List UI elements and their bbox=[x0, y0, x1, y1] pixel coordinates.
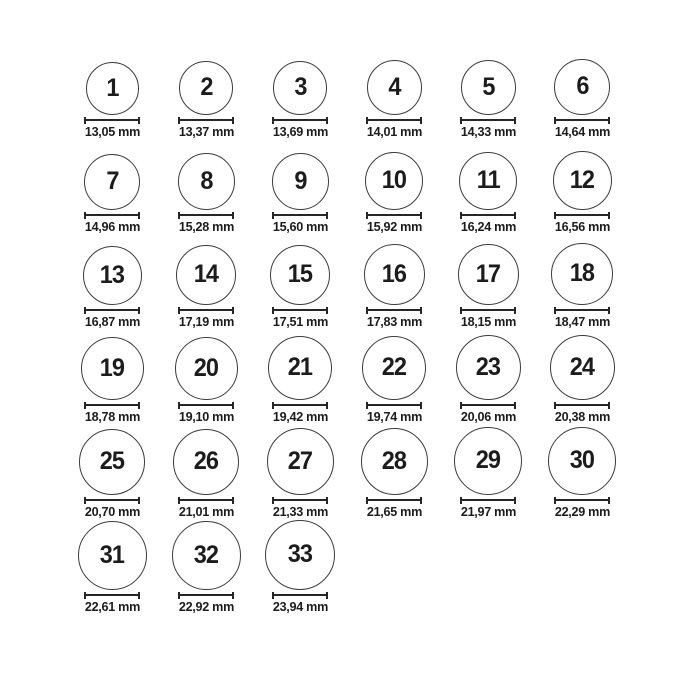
ring-size-number: 12 bbox=[569, 165, 595, 194]
ring-cell bbox=[159, 139, 253, 234]
diameter-measure-line bbox=[84, 307, 140, 314]
ring-circle bbox=[81, 337, 144, 400]
ring-circle bbox=[272, 153, 329, 210]
diameter-label: 13,69 mm bbox=[272, 123, 328, 139]
diameter-measure-line bbox=[272, 402, 328, 409]
ring-cell bbox=[347, 329, 441, 424]
diameter-label: 19,10 mm bbox=[178, 408, 234, 424]
diameter-label: 15,28 mm bbox=[178, 218, 234, 234]
diameter-measure-line bbox=[460, 307, 516, 314]
ring-size-number: 28 bbox=[381, 446, 407, 475]
ring-cell bbox=[535, 44, 629, 139]
ring-cell bbox=[253, 139, 347, 234]
diameter-measure-line bbox=[554, 117, 610, 124]
ring-size-number: 2 bbox=[199, 73, 213, 102]
ring-cell bbox=[65, 519, 159, 614]
ring-circle bbox=[173, 429, 239, 495]
ring-circle bbox=[554, 59, 610, 115]
ring-size-number: 5 bbox=[481, 72, 495, 101]
ring-cell bbox=[347, 139, 441, 234]
ring-cell bbox=[441, 424, 535, 519]
ring-circle bbox=[176, 245, 236, 305]
ring-circle bbox=[270, 245, 330, 305]
ring-size-number: 3 bbox=[293, 73, 307, 102]
ring-cell bbox=[253, 329, 347, 424]
ring-circle bbox=[361, 428, 428, 495]
diameter-measure-line bbox=[460, 497, 516, 504]
ring-cell bbox=[535, 139, 629, 234]
ring-circle bbox=[268, 336, 332, 400]
ring-circle bbox=[178, 153, 235, 210]
diameter-label: 14,64 mm bbox=[554, 123, 610, 139]
ring-cell bbox=[159, 44, 253, 139]
diameter-measure-line bbox=[84, 592, 140, 599]
ring-size-number: 20 bbox=[193, 353, 219, 382]
ring-size-number: 23 bbox=[475, 352, 501, 381]
ring-size-number: 8 bbox=[199, 166, 213, 195]
ring-circle bbox=[553, 151, 612, 210]
ring-circle bbox=[84, 154, 140, 210]
ring-cell bbox=[253, 424, 347, 519]
diameter-measure-line bbox=[272, 117, 328, 124]
diameter-label: 22,92 mm bbox=[178, 598, 234, 614]
diameter-measure-line bbox=[272, 497, 328, 504]
diameter-measure-line bbox=[178, 497, 234, 504]
ring-circle bbox=[365, 152, 423, 210]
ring-circle bbox=[364, 244, 425, 305]
ring-size-number: 18 bbox=[569, 259, 595, 288]
ring-circle bbox=[456, 335, 521, 400]
ring-size-number: 13 bbox=[99, 260, 125, 289]
ring-cell bbox=[253, 234, 347, 329]
ring-cell bbox=[159, 519, 253, 614]
ring-size-number: 10 bbox=[381, 166, 407, 195]
ring-circle bbox=[461, 60, 516, 115]
diameter-measure-line bbox=[84, 497, 140, 504]
diameter-measure-line bbox=[178, 212, 234, 219]
diameter-label: 18,47 mm bbox=[554, 313, 610, 329]
diameter-measure-line bbox=[178, 307, 234, 314]
diameter-label: 17,51 mm bbox=[272, 313, 328, 329]
diameter-measure-line bbox=[460, 402, 516, 409]
diameter-label: 19,42 mm bbox=[272, 408, 328, 424]
ring-size-number: 14 bbox=[193, 260, 219, 289]
diameter-label: 14,96 mm bbox=[84, 218, 140, 234]
diameter-measure-line bbox=[178, 117, 234, 124]
diameter-label: 19,74 mm bbox=[366, 408, 422, 424]
diameter-measure-line bbox=[178, 402, 234, 409]
ring-circle bbox=[362, 336, 426, 400]
diameter-measure-line bbox=[272, 212, 328, 219]
diameter-measure-line bbox=[366, 307, 422, 314]
ring-cell bbox=[159, 234, 253, 329]
ring-size-number: 6 bbox=[575, 72, 589, 101]
diameter-measure-line bbox=[84, 117, 140, 124]
ring-cell bbox=[347, 424, 441, 519]
ring-size-number: 1 bbox=[105, 73, 119, 102]
ring-size-number: 26 bbox=[193, 447, 219, 476]
ring-size-number: 27 bbox=[287, 446, 313, 475]
diameter-label: 20,38 mm bbox=[554, 408, 610, 424]
diameter-label: 14,01 mm bbox=[366, 123, 422, 139]
diameter-measure-line bbox=[272, 592, 328, 599]
ring-circle bbox=[78, 521, 147, 590]
diameter-label: 13,37 mm bbox=[178, 123, 234, 139]
ring-circle bbox=[179, 61, 233, 115]
diameter-label: 15,60 mm bbox=[272, 218, 328, 234]
diameter-label: 17,83 mm bbox=[366, 313, 422, 329]
diameter-label: 21,97 mm bbox=[460, 503, 516, 519]
ring-circle bbox=[367, 60, 422, 115]
ring-size-number: 16 bbox=[381, 259, 407, 288]
ring-circle bbox=[550, 335, 615, 400]
ring-cell bbox=[441, 44, 535, 139]
ring-size-number: 11 bbox=[476, 166, 500, 195]
ring-cell bbox=[441, 139, 535, 234]
diameter-measure-line bbox=[460, 212, 516, 219]
ring-circle bbox=[175, 337, 238, 400]
ring-cell bbox=[65, 139, 159, 234]
diameter-label: 22,29 mm bbox=[554, 503, 610, 519]
ring-size-number: 29 bbox=[475, 446, 501, 475]
diameter-label: 15,92 mm bbox=[366, 218, 422, 234]
ring-circle bbox=[458, 244, 519, 305]
diameter-measure-line bbox=[84, 212, 140, 219]
diameter-label: 18,15 mm bbox=[460, 313, 516, 329]
ring-cell bbox=[535, 234, 629, 329]
diameter-label: 18,78 mm bbox=[84, 408, 140, 424]
diameter-measure-line bbox=[554, 212, 610, 219]
diameter-measure-line bbox=[178, 592, 234, 599]
ring-circle bbox=[267, 428, 334, 495]
diameter-label: 23,94 mm bbox=[272, 598, 328, 614]
ring-circle bbox=[454, 427, 522, 495]
diameter-label: 20,06 mm bbox=[460, 408, 516, 424]
ring-circle bbox=[265, 520, 335, 590]
diameter-measure-line bbox=[554, 402, 610, 409]
ring-circle bbox=[273, 61, 327, 115]
diameter-label: 13,05 mm bbox=[84, 123, 140, 139]
ring-size-number: 32 bbox=[193, 540, 219, 569]
ring-size-number: 22 bbox=[381, 353, 407, 382]
diameter-measure-line bbox=[366, 212, 422, 219]
ring-cell bbox=[441, 329, 535, 424]
diameter-label: 21,33 mm bbox=[272, 503, 328, 519]
ring-cell bbox=[347, 234, 441, 329]
diameter-label: 16,24 mm bbox=[460, 218, 516, 234]
ring-size-number: 15 bbox=[287, 260, 313, 289]
ring-cell bbox=[65, 329, 159, 424]
ring-cell bbox=[65, 44, 159, 139]
ring-cell bbox=[253, 44, 347, 139]
diameter-label: 16,87 mm bbox=[84, 313, 140, 329]
ring-circle bbox=[79, 429, 145, 495]
ring-circle bbox=[459, 152, 517, 210]
ring-size-number: 7 bbox=[105, 167, 119, 196]
ring-cell bbox=[253, 519, 347, 614]
diameter-label: 20,70 mm bbox=[84, 503, 140, 519]
diameter-measure-line bbox=[554, 307, 610, 314]
ring-cell bbox=[535, 424, 629, 519]
ring-size-number: 33 bbox=[287, 540, 313, 569]
ring-cell bbox=[441, 234, 535, 329]
diameter-label: 21,01 mm bbox=[178, 503, 234, 519]
ring-size-number: 4 bbox=[387, 72, 401, 101]
diameter-measure-line bbox=[366, 402, 422, 409]
ring-cell bbox=[159, 424, 253, 519]
diameter-label: 16,56 mm bbox=[554, 218, 610, 234]
diameter-measure-line bbox=[366, 117, 422, 124]
diameter-measure-line bbox=[84, 402, 140, 409]
ring-size-number: 9 bbox=[293, 166, 307, 195]
ring-circle bbox=[551, 243, 613, 305]
ring-size-number: 19 bbox=[99, 353, 125, 382]
ring-cell bbox=[535, 329, 629, 424]
diameter-label: 21,65 mm bbox=[366, 503, 422, 519]
diameter-label: 17,19 mm bbox=[178, 313, 234, 329]
diameter-measure-line bbox=[460, 117, 516, 124]
ring-cell bbox=[65, 234, 159, 329]
ring-circle bbox=[86, 62, 139, 115]
ring-size-number: 17 bbox=[475, 259, 501, 288]
diameter-measure-line bbox=[366, 497, 422, 504]
ring-size-number: 30 bbox=[569, 446, 595, 475]
ring-cell bbox=[347, 44, 441, 139]
ring-circle bbox=[548, 427, 616, 495]
diameter-label: 14,33 mm bbox=[460, 123, 516, 139]
diameter-measure-line bbox=[272, 307, 328, 314]
diameter-measure-line bbox=[554, 497, 610, 504]
ring-size-number: 24 bbox=[569, 352, 595, 381]
ring-size-number: 25 bbox=[99, 447, 125, 476]
ring-size-number: 21 bbox=[287, 353, 313, 382]
ring-size-number: 31 bbox=[99, 540, 125, 569]
ring-circle bbox=[172, 521, 241, 590]
diameter-label: 22,61 mm bbox=[84, 598, 140, 614]
ring-cell bbox=[159, 329, 253, 424]
ring-circle bbox=[83, 246, 142, 305]
ring-cell bbox=[65, 424, 159, 519]
